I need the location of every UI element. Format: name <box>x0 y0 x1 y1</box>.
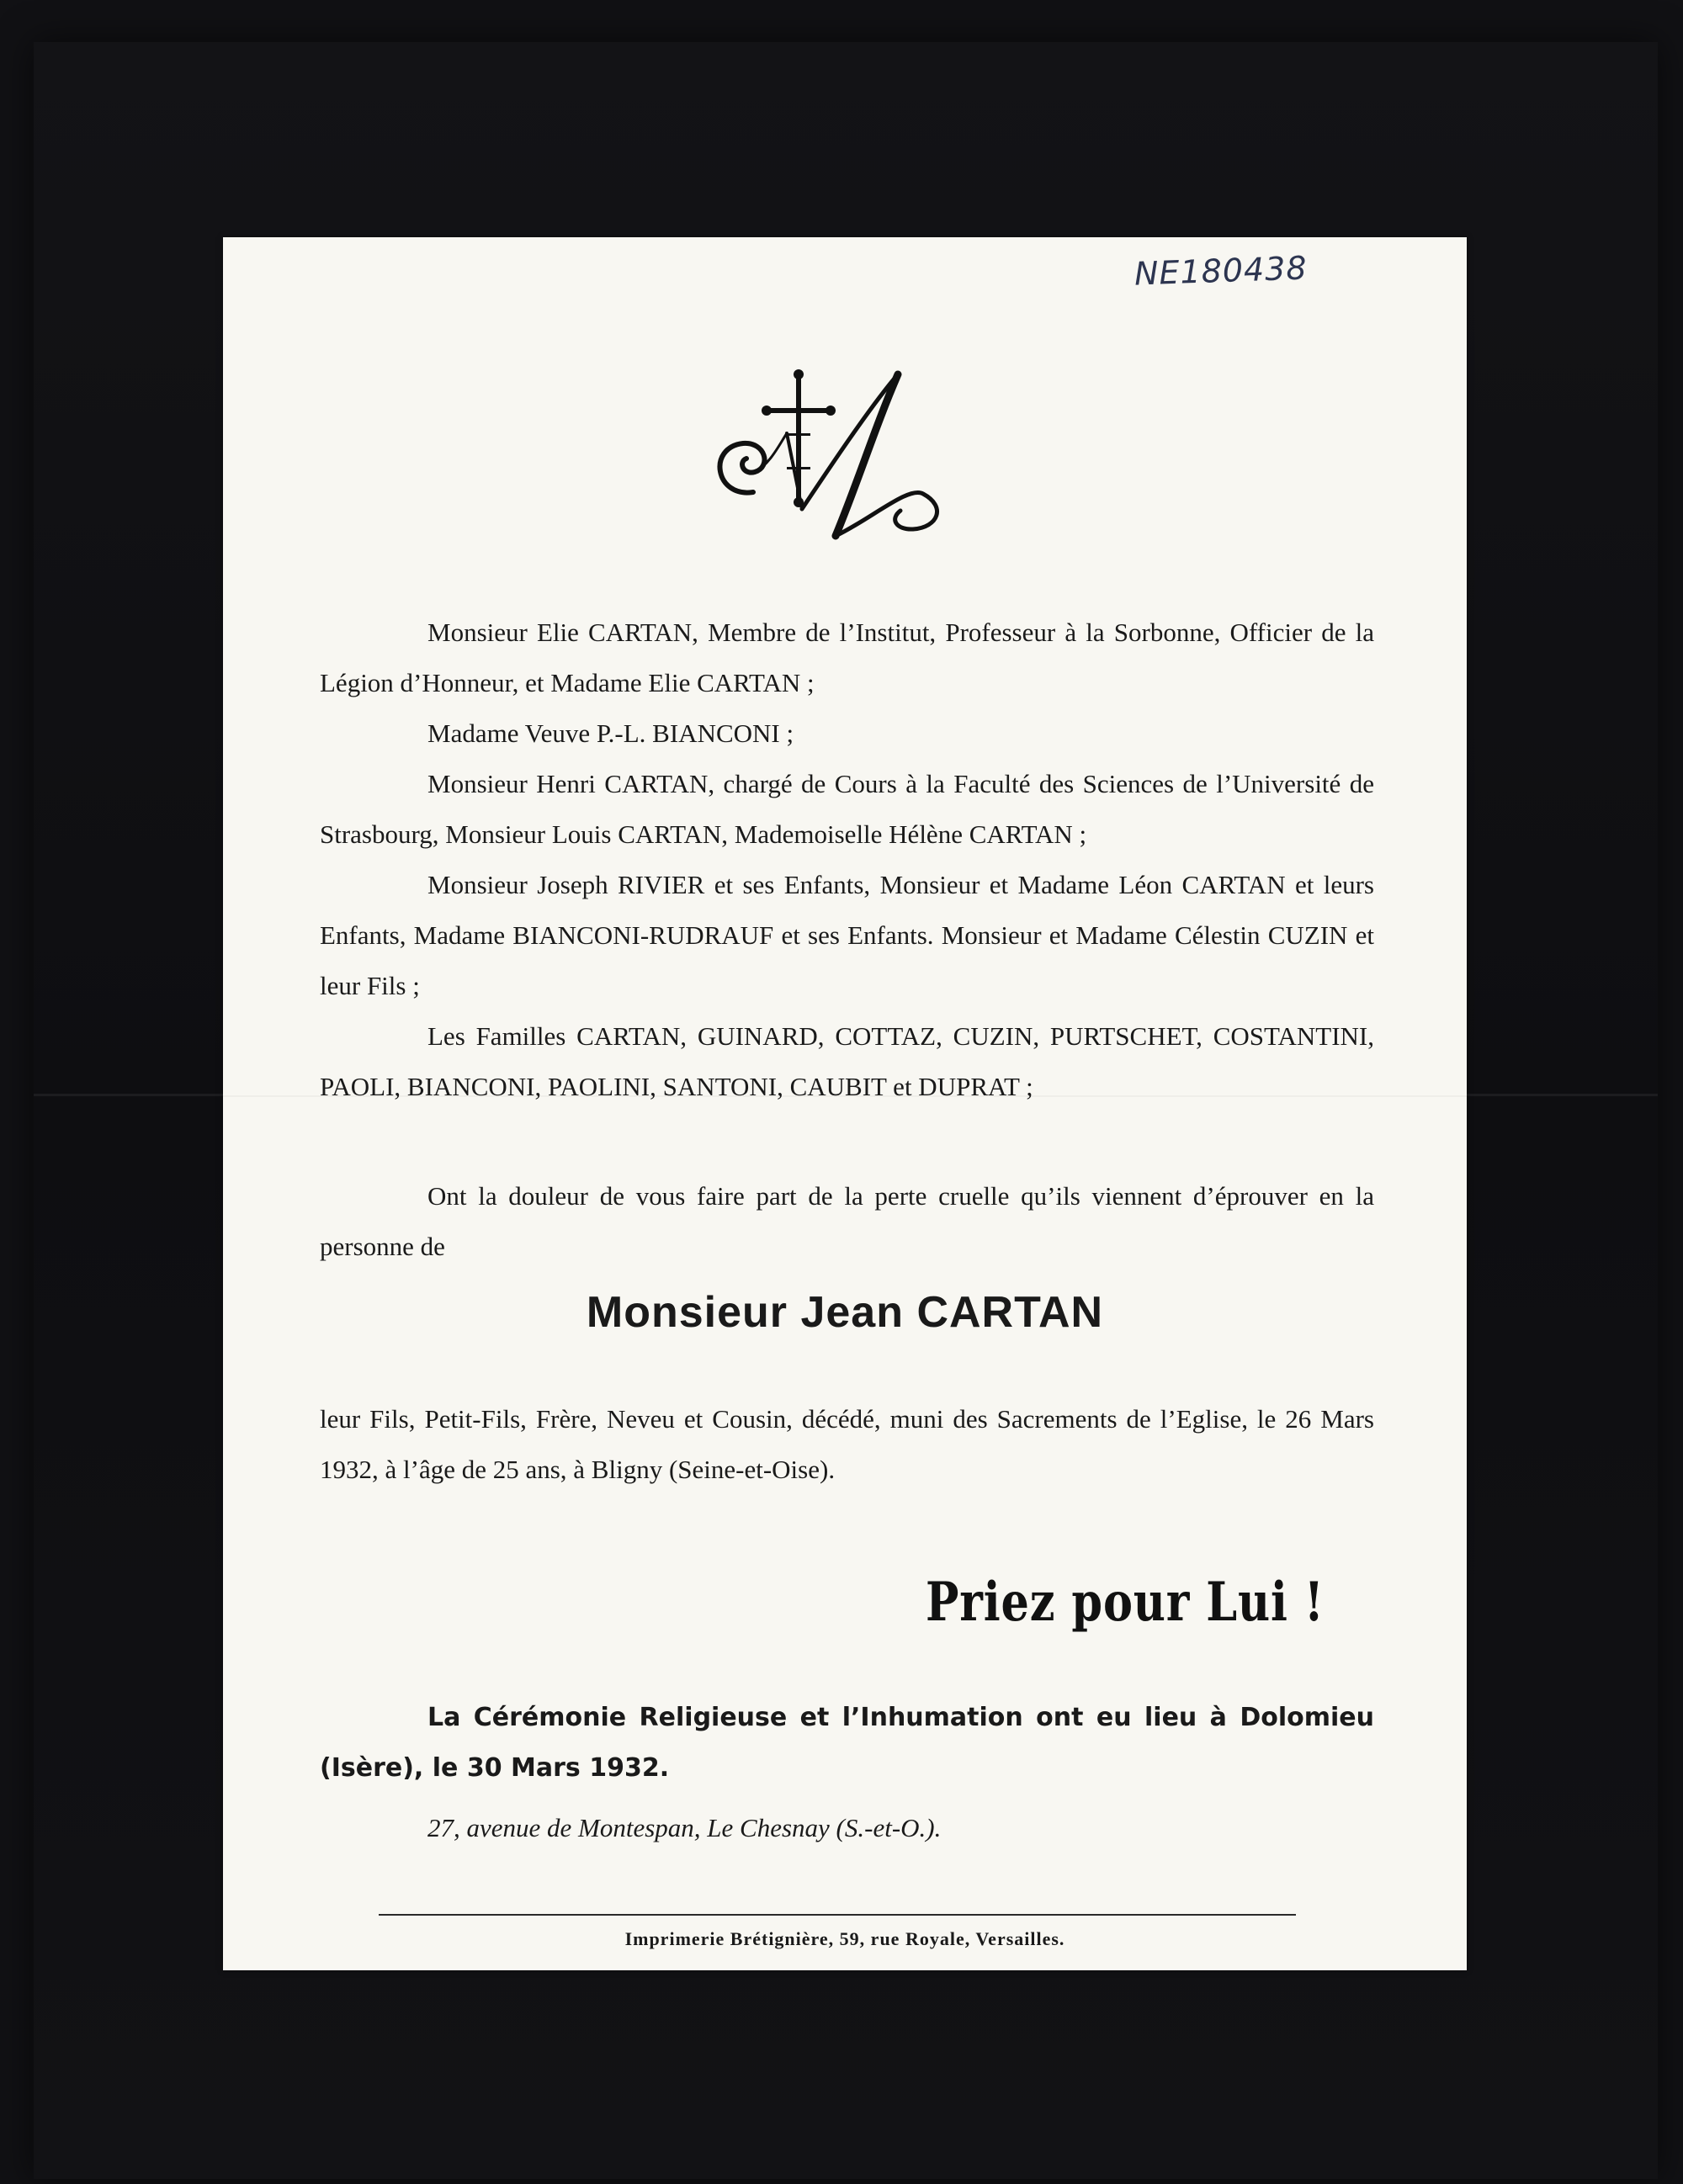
prayer-line: Priez pour Lui ! <box>926 1571 1325 1634</box>
family-members-block <box>320 607 1374 1112</box>
printer-credit: Imprimerie Brétignière, 59, rue Royale, Versailles. <box>624 1928 1065 1949</box>
divider-rule <box>379 1914 1296 1916</box>
ceremony-block <box>320 1693 1374 1794</box>
funeral-notice-card <box>223 237 1467 1970</box>
ceremony-text: La Cérémonie Religieuse et l’Inhumation ont eu lieu à Dolomieu (Isère), le 30 Mars 1932. <box>320 1703 1374 1783</box>
announcement-block <box>320 1171 1374 1272</box>
family-paragraph-4: Monsieur Joseph RIVIER et ses Enfants, Monsieur et Madame Léon CARTAN et leurs Enfants, Madame BIANCONI-RUDRAUF et ses Enfants. Monsieur et Madame Célestin CUZIN et leur Fils ; <box>320 870 1374 1000</box>
deceased-name: Monsieur Jean CARTAN <box>586 1288 1104 1337</box>
address-line: 27, avenue de Montespan, Le Chesnay (S.-et-O.). <box>427 1813 942 1842</box>
family-paragraph-3: Monsieur Henri CARTAN, chargé de Cours à la Faculté des Sciences de l’Université de Strasbourg, Monsieur Louis CARTAN, Mademoiselle Hélène CARTAN ; <box>320 769 1374 849</box>
handwritten-reference-number: NE180438 <box>1133 249 1308 293</box>
cross-monogram-m-icon <box>703 368 955 549</box>
family-paragraph-5: Les Familles CARTAN, GUINARD, COTTAZ, CUZIN, PURTSCHET, COSTANTINI, PAOLI, BIANCONI, PAOLINI, SANTONI, CAUBIT et DUPRAT ; <box>320 1021 1374 1101</box>
family-paragraph-2: Madame Veuve P.-L. BIANCONI ; <box>427 718 794 748</box>
details-block <box>320 1394 1374 1495</box>
details-text: leur Fils, Petit-Fils, Frère, Neveu et Cousin, décédé, muni des Sacrements de l’Eglise, le 26 Mars 1932, à l’âge de 25 ans, à Bligny (Seine-et-Oise). <box>320 1404 1374 1484</box>
announcement-text: Ont la douleur de vous faire part de la perte cruelle qu’ils viennent d’éprouver en la personne de <box>320 1181 1374 1261</box>
family-paragraph-1: Monsieur Elie CARTAN, Membre de l’Institut, Professeur à la Sorbonne, Officier de la Légion d’Honneur, et Madame Elie CARTAN ; <box>320 618 1374 697</box>
